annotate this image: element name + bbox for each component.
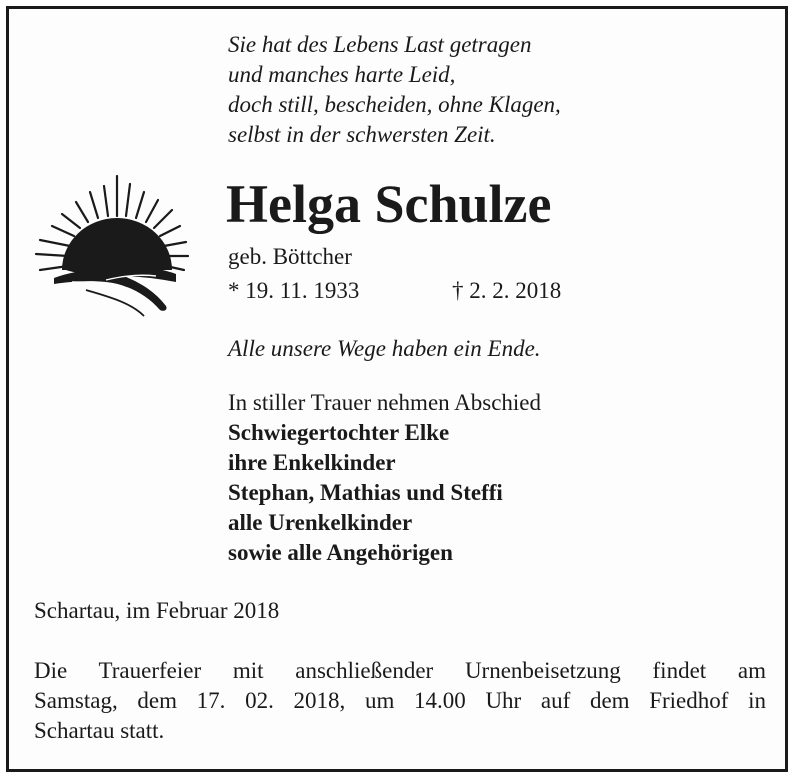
mourner-name: ihre Enkelkinder [228, 450, 396, 475]
mourner-name: sowie alle Angehörigen [228, 540, 453, 565]
mourner-name: Schwiegertochter Elke [228, 420, 450, 445]
motto: Alle unsere Wege haben ein Ende. [228, 336, 541, 361]
birth-date: * 19. 11. 1933 [228, 278, 360, 303]
sunset-over-hills-icon [26, 170, 196, 320]
funeral-notice-line: Die Trauerfeier mit anschließender Urnenbeisetzung findet am [34, 658, 766, 683]
poem [228, 30, 561, 150]
mourner-name: Stephan, Mathias und Steffi [228, 480, 503, 505]
mourners-intro: In stiller Trauer nehmen Abschied [228, 390, 542, 415]
mourners-list [228, 388, 541, 568]
funeral-notice-line: Schartau statt. [34, 718, 165, 743]
poem-line: selbst in der schwersten Zeit. [228, 122, 496, 147]
funeral-notice [34, 656, 766, 746]
funeral-notice-line: Samstag, dem 17. 02. 2018, um 14.00 Uhr auf dem Friedhof in [34, 688, 766, 713]
place-and-date: Schartau, im Februar 2018 [34, 598, 280, 623]
death-date: † 2. 2. 2018 [452, 278, 562, 303]
birth-name: geb. Böttcher [228, 244, 352, 269]
mourner-name: alle Urenkelkinder [228, 510, 413, 535]
poem-line: doch still, bescheiden, ohne Klagen, [228, 92, 561, 117]
poem-line: Sie hat des Lebens Last getragen [228, 32, 532, 57]
poem-line: und manches harte Leid, [228, 62, 456, 87]
deceased-name: Helga Schulze [226, 174, 552, 234]
